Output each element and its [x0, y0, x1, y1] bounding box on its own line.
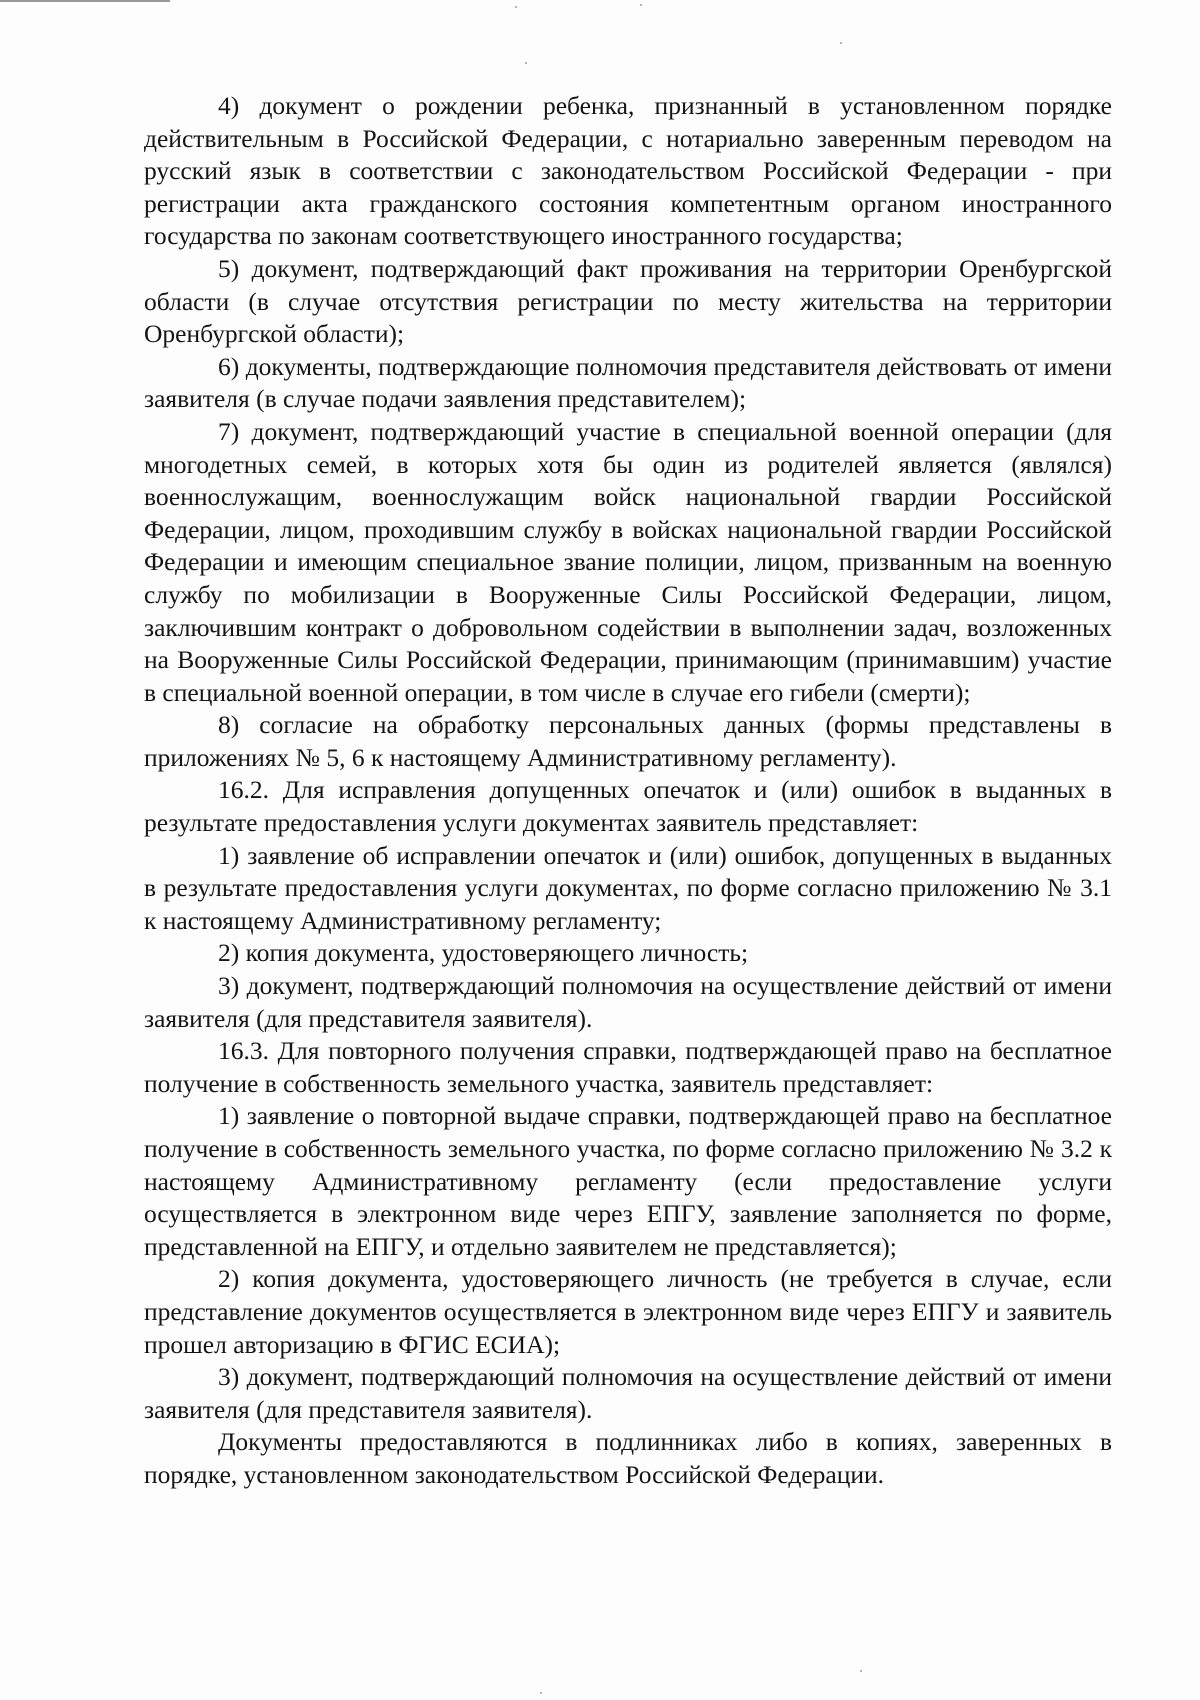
paragraph-item-5: 5) документ, подтверждающий факт проживания на территории Оренбургской области (в случае отсутствия регистрации по месту жительства на территории Оренбургской области);: [144, 253, 1112, 349]
paragraph-16-3-item-3: 3) документ, подтверждающий полномочия на осуществление действий от имени заявителя (для представителя заявителя).: [144, 1362, 1112, 1424]
paragraph-16-2-item-1: 1) заявление об исправлении опечаток и (или) ошибок, допущенных в выданных в результате предоставления услуги документах, по форме согласно приложению № 3.1 к настоящему Административному регламенту;: [144, 840, 1112, 935]
paragraph-16-2: 16.2. Для исправления допущенных опечаток и (или) ошибок в выданных в результате предоставления услуги документах заявитель представляет:: [144, 775, 1112, 838]
paragraph-16-2-item-2: 2) копия документа, удостоверяющего личность;: [218, 938, 749, 968]
scan-speck: [540, 1692, 542, 1694]
paragraph-item-4: 4) документ о рождении ребенка, признанный в установленном порядке действительным в Российской Федерации, с нотариально заверенным переводом на русский язык в соответствии с законодательством Российской Федерации - при регистрации акта гражданского состояния компетентным органом иностранного государства по законам соответствующего иностранного государства;: [144, 91, 1112, 251]
scan-edge-mark: [0, 0, 170, 2]
document-body: [144, 90, 1112, 1492]
paragraph-item-8: 8) согласие на обработку персональных данных (формы представлены в приложениях № 5, 6 к настоящему Административному регламенту).: [144, 710, 1112, 772]
paragraph-item-7: 7) документ, подтверждающий участие в специальной военной операции (для многодетных семей, в которых хотя бы один из родителей является (являлся) военнослужащим, военнослужащим войск национальной гвардии Российской Федерации, лицом, проходившим службу в войсках национальной гвардии Российской Федерации и имеющим специальное звание полиции, лицом, призванным на военную службу по мобилизации в Вооруженные Силы Российской Федерации, лицом, заключившим контракт о добровольном содействии в выполнении задач, возложенных на Вооруженные Силы Российской Федерации, принимающим (принимавшим) участие в специальной военной операции, в том числе в случае его гибели (смерти);: [144, 416, 1112, 707]
closing-paragraph: Документы предоставляются в подлинниках либо в копиях, заверенных в порядке, установленном законодательством Российской Федерации.: [144, 1427, 1112, 1489]
scan-speck: [515, 6, 517, 8]
paragraph-item-6: 6) документы, подтверждающие полномочия представителя действовать от имени заявителя (в случае подачи заявления представителем);: [144, 351, 1112, 414]
scan-speck: [840, 42, 842, 44]
paragraph-16-2-item-3: 3) документ, подтверждающий полномочия на осуществление действий от имени заявителя (для представителя заявителя).: [144, 971, 1112, 1033]
scan-speck: [525, 62, 527, 64]
scan-speck: [860, 1670, 862, 1672]
paragraph-16-3-item-2: 2) копия документа, удостоверяющего личность (не требуется в случае, если представление документов осуществляется в электронном виде через ЕПГУ и заявитель прошел авторизацию в ФГИС ЕСИА);: [144, 1264, 1112, 1359]
paragraph-16-3-item-1: 1) заявление о повторной выдаче справки, подтверждающей право на бесплатное получение в собственность земельного участка, по форме согласно приложению № 3.2 к настоящему Административному регламенту (если предоставление услуги осуществляется в электронном виде через ЕПГУ, заявление заполняется по форме, представленной на ЕПГУ, и отдельно заявителем не представляется);: [144, 1101, 1112, 1261]
scan-speck: [640, 4, 642, 6]
paragraph-16-3: 16.3. Для повторного получения справки, подтверждающей право на бесплатное получение в собственность земельного участка, заявитель представляет:: [144, 1036, 1112, 1098]
